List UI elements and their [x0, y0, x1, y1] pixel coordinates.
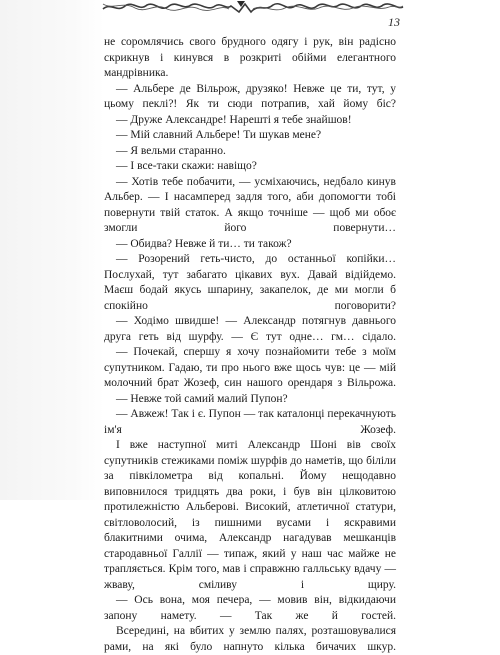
paragraph: — Авжеж! Так і є. Пупон — так каталонці перекачнують ім'я Жозеф. [104, 408, 396, 436]
paragraph: — Розорений геть-чисто, до останньої копійки… Послухай, тут забагато цікавих вух. Давай відійдемо. Маєш бодай якусь шпарину, закапелок, де ми могли б спокійно поговорити? [104, 253, 396, 312]
page-edge-shadow [0, 0, 104, 500]
paragraph: — І все-таки скажи: навіщо? [116, 160, 257, 172]
paragraph: — Ось вона, моя печера, — мовив він, відкидаючи запону намету. — Так же й гостей. [104, 594, 396, 622]
paragraph: — Хотів тебе побачити, — усміхаючись, недбало кинув Альбер. — І насамперед задля того, аби допомогти тобі повернути твій статок. А якщо точніше — щоб ми обоє змогли його повернути… [104, 175, 396, 234]
header-ornament [103, 0, 403, 16]
paragraph: — Альбере де Вільрож, друзяко! Невже це ти, тут, у цьому пеклі?! Як ти сюди потрапив, хай йому біс? [104, 82, 396, 110]
paragraph: — Я вельми старанно. [116, 144, 226, 157]
paragraph: — Ходімо швидше! — Александр потягнув давнього друга геть від шурфу. — Є тут одне… гм… сідало. [104, 315, 396, 343]
paragraph: — Обидва? Невже й ти… ти також? [116, 237, 292, 250]
body-text [104, 35, 396, 655]
paragraph: — Друже Александре! Нарешті я тебе знайшов! [116, 113, 352, 126]
paragraph: Всередині, на вбитих у землю палях, розташовувалися рами, на які було напнуто кілька бичачих шкур. [104, 625, 396, 653]
paragraph: — Невже той самий малий Пупон? [116, 392, 288, 405]
paragraph: не соромлячись свого брудного одягу і рук, він радісно скрикнув і кинувся в розкриті обійми елегантного мандрівника. [104, 36, 396, 79]
paragraph: І вже наступної миті Александр Шоні вів своїх супутників стежиками поміж шурфів до наметів, що біліли за півкілометра від копальні. Йому нещодавно виповнилося тридцять два роки, і був він цілковитою протилежністю Альберові. Високий, атлетичної статури, світловолосий, із пишними вусами і яскравими блакитними очима, Александр нагадував мешканців стародавньої Галлії — типаж, який у наш час майже не трапляється. Крім того, мав і справжню галльську вдачу — жваву, сміливу і щиру. [104, 439, 396, 591]
paragraph: — Мій славний Альбере! Ти шукав мене? [116, 129, 322, 141]
page-number: 13 [388, 15, 400, 29]
paragraph: — Почекай, спершу я хочу познайомити тебе з моїм супутником. Гадаю, ти про нього вже щось чув: це — мій молочний брат Жозеф, син нашого орендаря з Вільрожа. [104, 346, 396, 389]
